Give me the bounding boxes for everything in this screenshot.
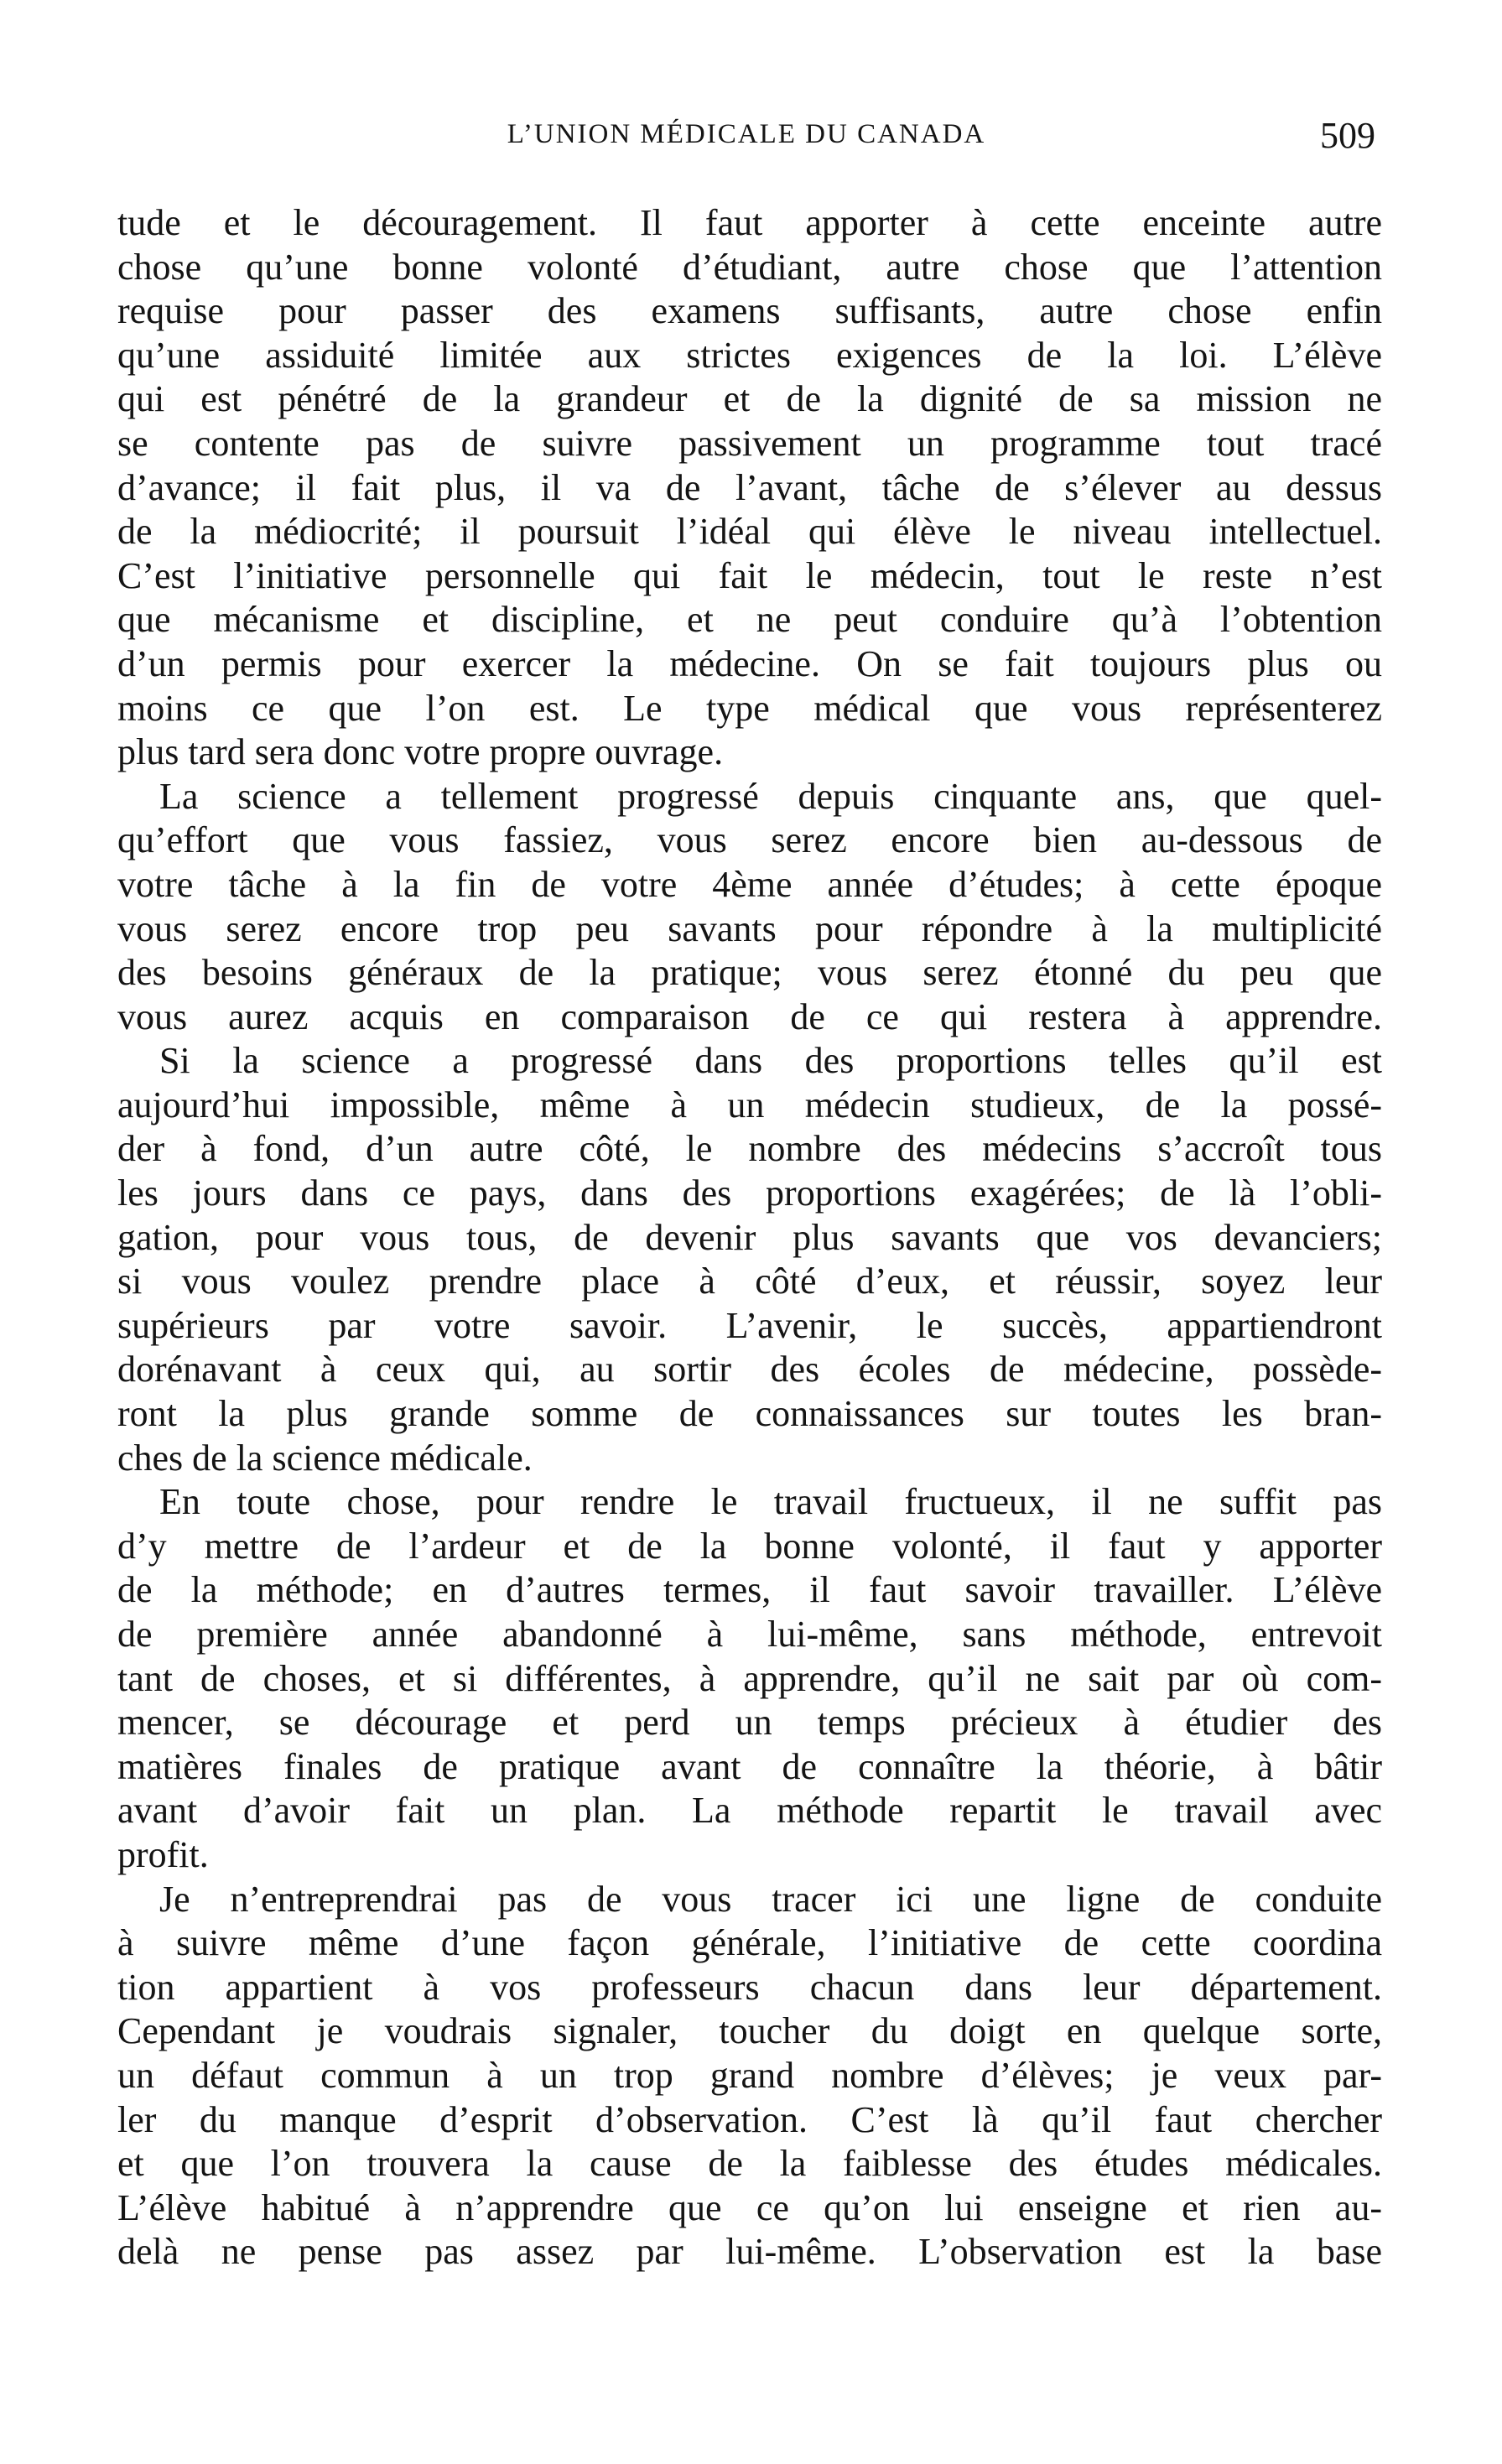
text-line: En toute chose, pour rendre le travail fructueux, il ne suffit pas: [159, 1481, 1382, 1523]
text-line: requise pour passer des examens suffisants, autre chose enfin: [117, 290, 1382, 332]
text-line: à suivre même d’une façon générale, l’initiative de cette coordina: [117, 1922, 1382, 1964]
text-line: L’élève habitué à n’apprendre que ce qu’on lui enseigne et rien au-: [117, 2186, 1382, 2228]
text-line: gation, pour vous tous, de devenir plus savants que vos devanciers;: [117, 1216, 1382, 1258]
text-line: si vous voulez prendre place à côté d’eux, et réussir, soyez leur: [117, 1261, 1382, 1302]
text-line: et que l’on trouvera la cause de la faiblesse des études médicales.: [117, 2143, 1382, 2185]
text-line: un défaut commun à un trop grand nombre d’élèves; je veux par-: [117, 2054, 1382, 2096]
text-line: ront la plus grande somme de connaissances sur toutes les bran-: [117, 1393, 1382, 1435]
text-line: tude et le découragement. Il faut apporter à cette enceinte autre: [117, 202, 1382, 243]
text-line: ches de la science médicale.: [117, 1437, 533, 1479]
text-line: chose qu’une bonne volonté d’étudiant, autre chose que l’attention: [117, 246, 1382, 288]
text-line: tant de choses, et si différentes, à apprendre, qu’il ne sait par où com-: [117, 1657, 1382, 1699]
text-line: Je n’entreprendrai pas de vous tracer ici une ligne de conduite: [159, 1878, 1382, 1920]
text-line: de la médiocrité; il poursuit l’idéal qui élève le niveau intellectuel.: [117, 511, 1382, 553]
text-line: ler du manque d’esprit d’observation. C’est là qu’il faut chercher: [117, 2098, 1382, 2140]
text-line: vous serez encore trop peu savants pour répondre à la multiplicité: [117, 907, 1382, 949]
text-line: supérieurs par votre savoir. L’avenir, le succès, appartiendront: [117, 1304, 1382, 1346]
body-text: [117, 201, 1382, 2274]
text-line: aujourd’hui impossible, même à un médecin studieux, de la possé-: [117, 1084, 1382, 1125]
text-line: qu’effort que vous fassiez, vous serez encore bien au-dessous de: [117, 819, 1382, 861]
text-line: se contente pas de suivre passivement un programme tout tracé: [117, 422, 1382, 464]
text-line: d’y mettre de l’ardeur et de la bonne volonté, il faut y apporter: [117, 1525, 1382, 1567]
text-line: d’un permis pour exercer la médecine. On se fait toujours plus ou: [117, 642, 1382, 684]
text-line: Si la science a progressé dans des proportions telles qu’il est: [159, 1040, 1382, 1082]
text-line: mencer, se décourage et perd un temps précieux à étudier des: [117, 1702, 1382, 1744]
text-line: delà ne pense pas assez par lui-même. L’observation est la base: [117, 2231, 1382, 2273]
text-line: der à fond, d’un autre côté, le nombre des médecins s’accroît tous: [117, 1128, 1382, 1170]
text-line: vous aurez acquis en comparaison de ce qui restera à apprendre.: [117, 995, 1382, 1037]
text-line: des besoins généraux de la pratique; vous serez étonné du peu que: [117, 952, 1382, 994]
text-line: tion appartient à vos professeurs chacun dans leur département.: [117, 1966, 1382, 2008]
text-line: moins ce que l’on est. Le type médical que vous représenterez: [117, 687, 1382, 729]
text-line: de première année abandonné à lui-même, sans méthode, entrevoit: [117, 1614, 1382, 1655]
text-line: La science a tellement progressé depuis cinquante ans, que quel-: [159, 775, 1382, 817]
text-line: matières finales de pratique avant de connaître la théorie, à bâtir: [117, 1745, 1382, 1787]
text-line: de la méthode; en d’autres termes, il faut savoir travailler. L’élève: [117, 1569, 1382, 1611]
text-line: Cependant je voudrais signaler, toucher du doigt en quelque sorte,: [117, 2010, 1382, 2052]
text-line: votre tâche à la fin de votre 4ème année d’études; à cette époque: [117, 863, 1382, 905]
text-line: profit.: [117, 1833, 209, 1875]
text-line: les jours dans ce pays, dans des proportions exagérées; de là l’obli-: [117, 1172, 1382, 1214]
text-line: plus tard sera donc votre propre ouvrage.: [117, 731, 724, 773]
text-line: d’avance; il fait plus, il va de l’avant, tâche de s’élever au dessus: [117, 466, 1382, 508]
text-line: qu’une assiduité limitée aux strictes exigences de la loi. L’élève: [117, 334, 1382, 376]
text-line: qui est pénétré de la grandeur et de la dignité de sa mission ne: [117, 378, 1382, 420]
page-number: 509: [1320, 115, 1375, 156]
running-head: [117, 115, 1375, 169]
text-line: avant d’avoir fait un plan. La méthode repartit le travail avec: [117, 1790, 1382, 1832]
running-title: L’UNION MÉDICALE DU CANADA: [507, 119, 986, 149]
text-line: que mécanisme et discipline, et ne peut conduire qu’à l’obtention: [117, 599, 1382, 641]
text-line: C’est l’initiative personnelle qui fait le médecin, tout le reste n’est: [117, 554, 1382, 596]
text-line: dorénavant à ceux qui, au sortir des écoles de médecine, possède-: [117, 1349, 1382, 1391]
